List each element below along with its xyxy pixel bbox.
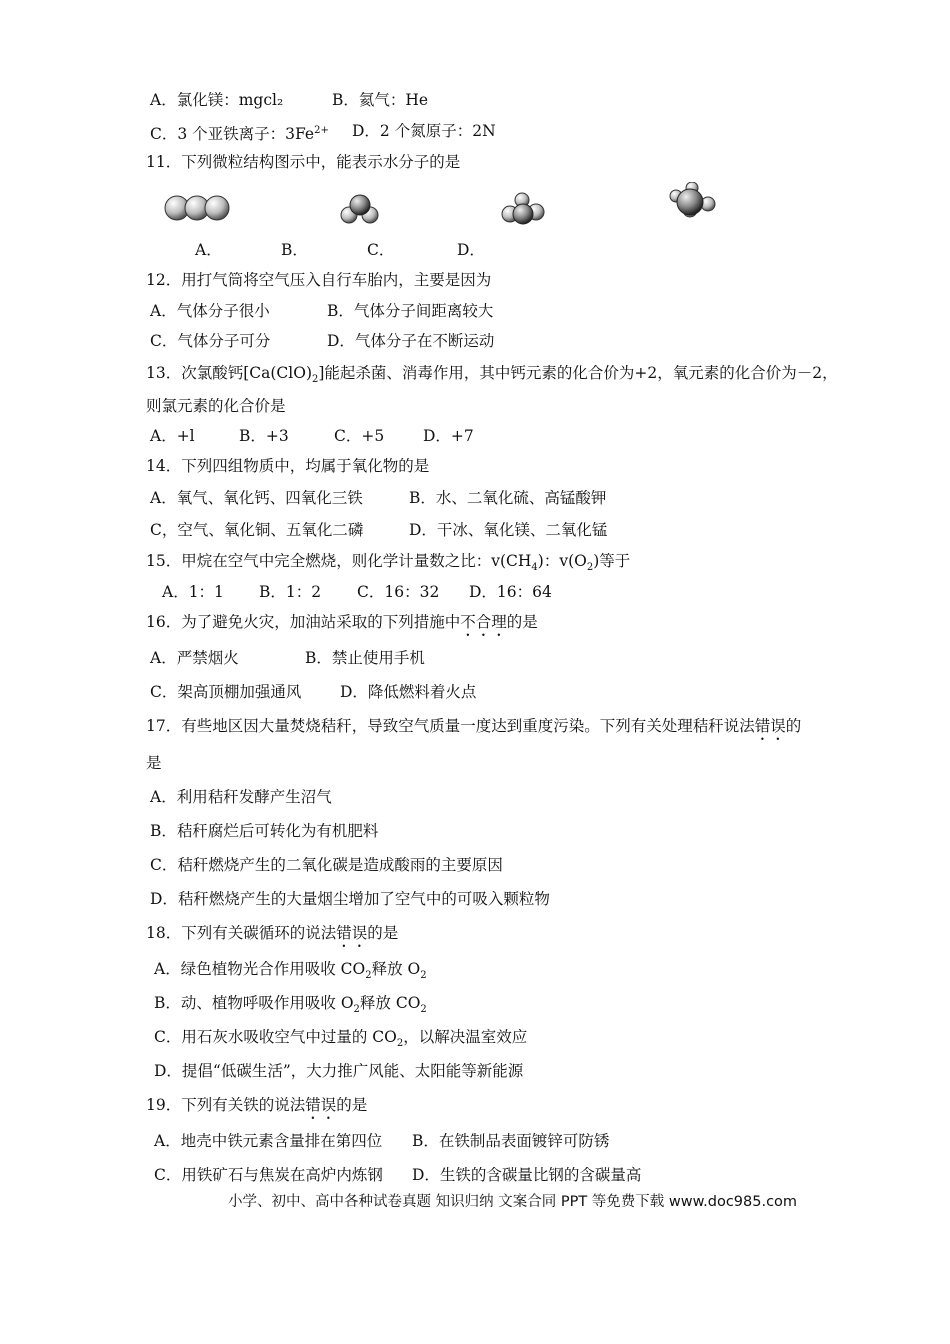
q11-stem: 11．下列微粒结构图示中，能表示水分子的是 <box>146 153 461 171</box>
molecule-b-image <box>338 190 384 226</box>
molecule-a-image <box>160 186 240 226</box>
q17-option-b: B．秸秆腐烂后可转化为有机肥料 <box>150 822 379 840</box>
q18-emphasis: 错误 <box>336 924 368 942</box>
q17-emphasis: 错误 <box>754 717 786 735</box>
q17-stem-line1: 17．有些地区因大量焚烧秸秆，导致空气质量一度达到重度污染。下列有关处理秸秆说法错误的 <box>146 717 802 735</box>
q13-option-a: A．+l <box>150 427 195 445</box>
q13-option-c: C．+5 <box>334 427 385 445</box>
q19-option-d: D．生铁的含碳量比钢的含碳量高 <box>412 1166 642 1184</box>
q16-option-c: C．架高顶棚加强通风 <box>150 683 302 701</box>
q19-option-a: A．地壳中铁元素含量排在第四位 <box>154 1132 383 1150</box>
q14-option-d: D．干冰、氧化镁、二氧化锰 <box>409 521 608 539</box>
q16-stem: 16．为了避免火灾，加油站采取的下列措施中不合理的是 <box>146 613 538 631</box>
molecule-c-image <box>500 190 550 230</box>
q14-stem: 14．下列四组物质中，均属于氧化物的是 <box>146 457 430 475</box>
q10-option-d: D．2 个氮原子：2N <box>352 122 496 140</box>
q18-option-c: C．用石灰水吸收空气中过量的 $CO_2$，以解决温室效应 <box>154 1028 528 1050</box>
q14-option-c: C，空气、氧化铜、五氧化二磷 <box>150 521 364 539</box>
q14-option-a: A．氧气、氧化钙、四氧化三铁 <box>150 489 363 507</box>
q17-option-a: A．利用秸秆发酵产生沼气 <box>150 788 332 806</box>
page-footer: 小学、初中、高中各种试卷真题 知识归纳 文案合同 PPT 等免费下载 www.doc985.com <box>228 1194 798 1210</box>
q19-emphasis: 错误 <box>305 1096 337 1114</box>
q13-option-b: B．+3 <box>239 427 289 445</box>
q15-option-c: C．16：32 <box>357 583 440 601</box>
q13-stem-line2: 则氯元素的化合价是 <box>146 397 286 415</box>
q16-option-b: B．禁止使用手机 <box>305 649 425 667</box>
q12-option-a: A．气体分子很小 <box>150 302 270 320</box>
q13-stem-line1: 13．次氯酸钙$[Ca(ClO)_2]$能起杀菌、消毒作用，其中钙元素的化合价为+2，氧元素的化合价为－2， <box>146 364 838 386</box>
q16-option-d: D．降低燃料着火点 <box>340 683 477 701</box>
q11-label-c: C． <box>367 241 395 259</box>
q11-label-d: D． <box>457 241 485 259</box>
q15-option-b: B．1：2 <box>259 583 322 601</box>
q18-option-d: D．提倡“低碳生活”，大力推广风能、太阳能等新能源 <box>154 1062 524 1080</box>
q17-option-d: D．秸秆燃烧产生的大量烟尘增加了空气中的可吸入颗粒物 <box>150 890 550 908</box>
q15-option-a: A．1：1 <box>162 583 224 601</box>
q10-option-a: A．氯化镁：mgcl₂ <box>150 91 284 109</box>
q19-option-c: C．用铁矿石与焦炭在高炉内炼钢 <box>154 1166 383 1184</box>
q12-option-c: C．气体分子可分 <box>150 332 271 350</box>
q12-option-b: B．气体分子间距离较大 <box>327 302 494 320</box>
q15-stem: 15．甲烷在空气中完全燃烧，则化学计量数之比：$v(CH_4)$：$v(O_2)$等于 <box>146 552 631 574</box>
q17-stem-line2: 是 <box>146 754 162 772</box>
q18-option-b: B．动、植物呼吸作用吸收 $O_2$释放 $CO_2$ <box>154 994 427 1016</box>
q19-stem: 19．下列有关铁的说法错误的是 <box>146 1096 368 1114</box>
q10-option-b: B．氦气：He <box>332 91 429 109</box>
q17-option-c: C．秸秆燃烧产生的二氧化碳是造成酸雨的主要原因 <box>150 856 503 874</box>
q11-label-a: A． <box>195 241 222 259</box>
q13-option-d: D．+7 <box>423 427 474 445</box>
q12-stem: 12．用打气筒将空气压入自行车胎内，主要是因为 <box>146 271 492 289</box>
q12-option-d: D．气体分子在不断运动 <box>327 332 495 350</box>
q18-option-a: A．绿色植物光合作用吸收 $CO_2$释放 $O_2$ <box>154 960 427 982</box>
q10-option-c: C．3 个亚铁离子：$3Fe^{2+}$ <box>150 125 329 144</box>
q11-label-b: B． <box>281 241 308 259</box>
q16-emphasis: 不合理 <box>460 613 507 631</box>
q19-option-b: B．在铁制品表面镀锌可防锈 <box>412 1132 610 1150</box>
q16-option-a: A．严禁烟火 <box>150 649 239 667</box>
q14-option-b: B．水、二氧化硫、高锰酸钾 <box>409 489 607 507</box>
q18-stem: 18．下列有关碳循环的说法错误的是 <box>146 924 399 942</box>
q15-option-d: D．16：64 <box>469 583 552 601</box>
molecule-d-image <box>666 182 720 230</box>
